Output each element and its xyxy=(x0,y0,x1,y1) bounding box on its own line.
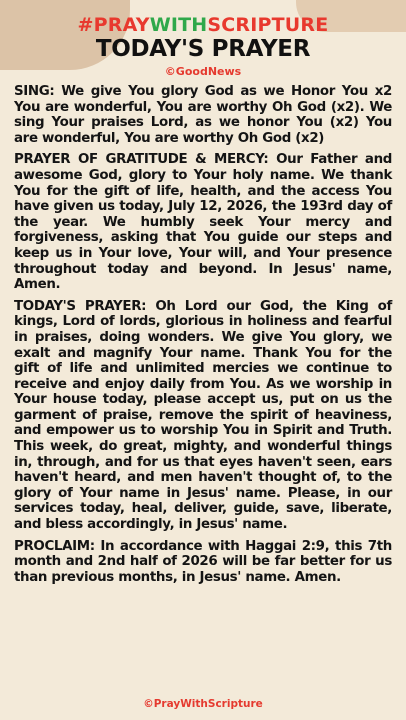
header xyxy=(0,14,406,78)
hashtag-banner xyxy=(0,14,406,36)
hashtag-with: WITH xyxy=(149,14,208,36)
hashtag-scripture: SCRIPTURE xyxy=(207,14,329,36)
paragraph-gratitude: PRAYER OF GRATITUDE & MERCY: Our Father and awesome God, glory to Your holy name. We thank You for the gift of life, health, and the access You have given us today, July 12, 2026, the 193rd day of the year. We humbly seek Your mercy and forgiveness, asking that You guide our steps and keep us in Your love, Your will, and Your presence throughout today and beyond. In Jesus' name, Amen. xyxy=(14,152,392,293)
page-title: TODAY'S PRAYER xyxy=(95,36,311,62)
hashtag-prefix: # xyxy=(77,14,94,36)
paragraph-sing: SING: We give You glory God as we Honor You x2 You are wonderful, You are worthy Oh God (x2). We sing Your praises Lord, as we honor You (x2) You are wonderful, You are worthy Oh God (x2) xyxy=(14,84,392,146)
paragraph-proclaim: PROCLAIM: In accordance with Haggai 2:9, this 7th month and 2nd half of 2026 will be far better for us than previous months, in Jesus' name. Amen. xyxy=(14,538,392,585)
footer-credit: ©PrayWithScripture xyxy=(143,698,263,710)
prayer-body xyxy=(14,84,392,591)
hashtag-pray: PRAY xyxy=(93,14,150,36)
top-credit: ©GoodNews xyxy=(164,65,242,78)
paragraph-todays-prayer: TODAY'S PRAYER: Oh Lord our God, the King of kings, Lord of lords, glorious in holiness and fearful in praises, doing wonders. We give You glory, we exalt and magnify Your name. Thank You for the gift of life and unlimited mercies we continue to receive and enjoy daily from You. As we worship in Your house today, please accept us, put on us the garment of praise, remove the spirit of heaviness, and empower us to worship You in Spirit and Truth. This week, do great, mighty, and wonderful things in, through, and for us that eyes haven't seen, ears haven't heard, and men haven't thought of, to the glory of Your name in Jesus' name. Please, in our services today, heal, deliver, guide, save, liberate, and bless accordingly, in Jesus' name. xyxy=(14,298,392,533)
